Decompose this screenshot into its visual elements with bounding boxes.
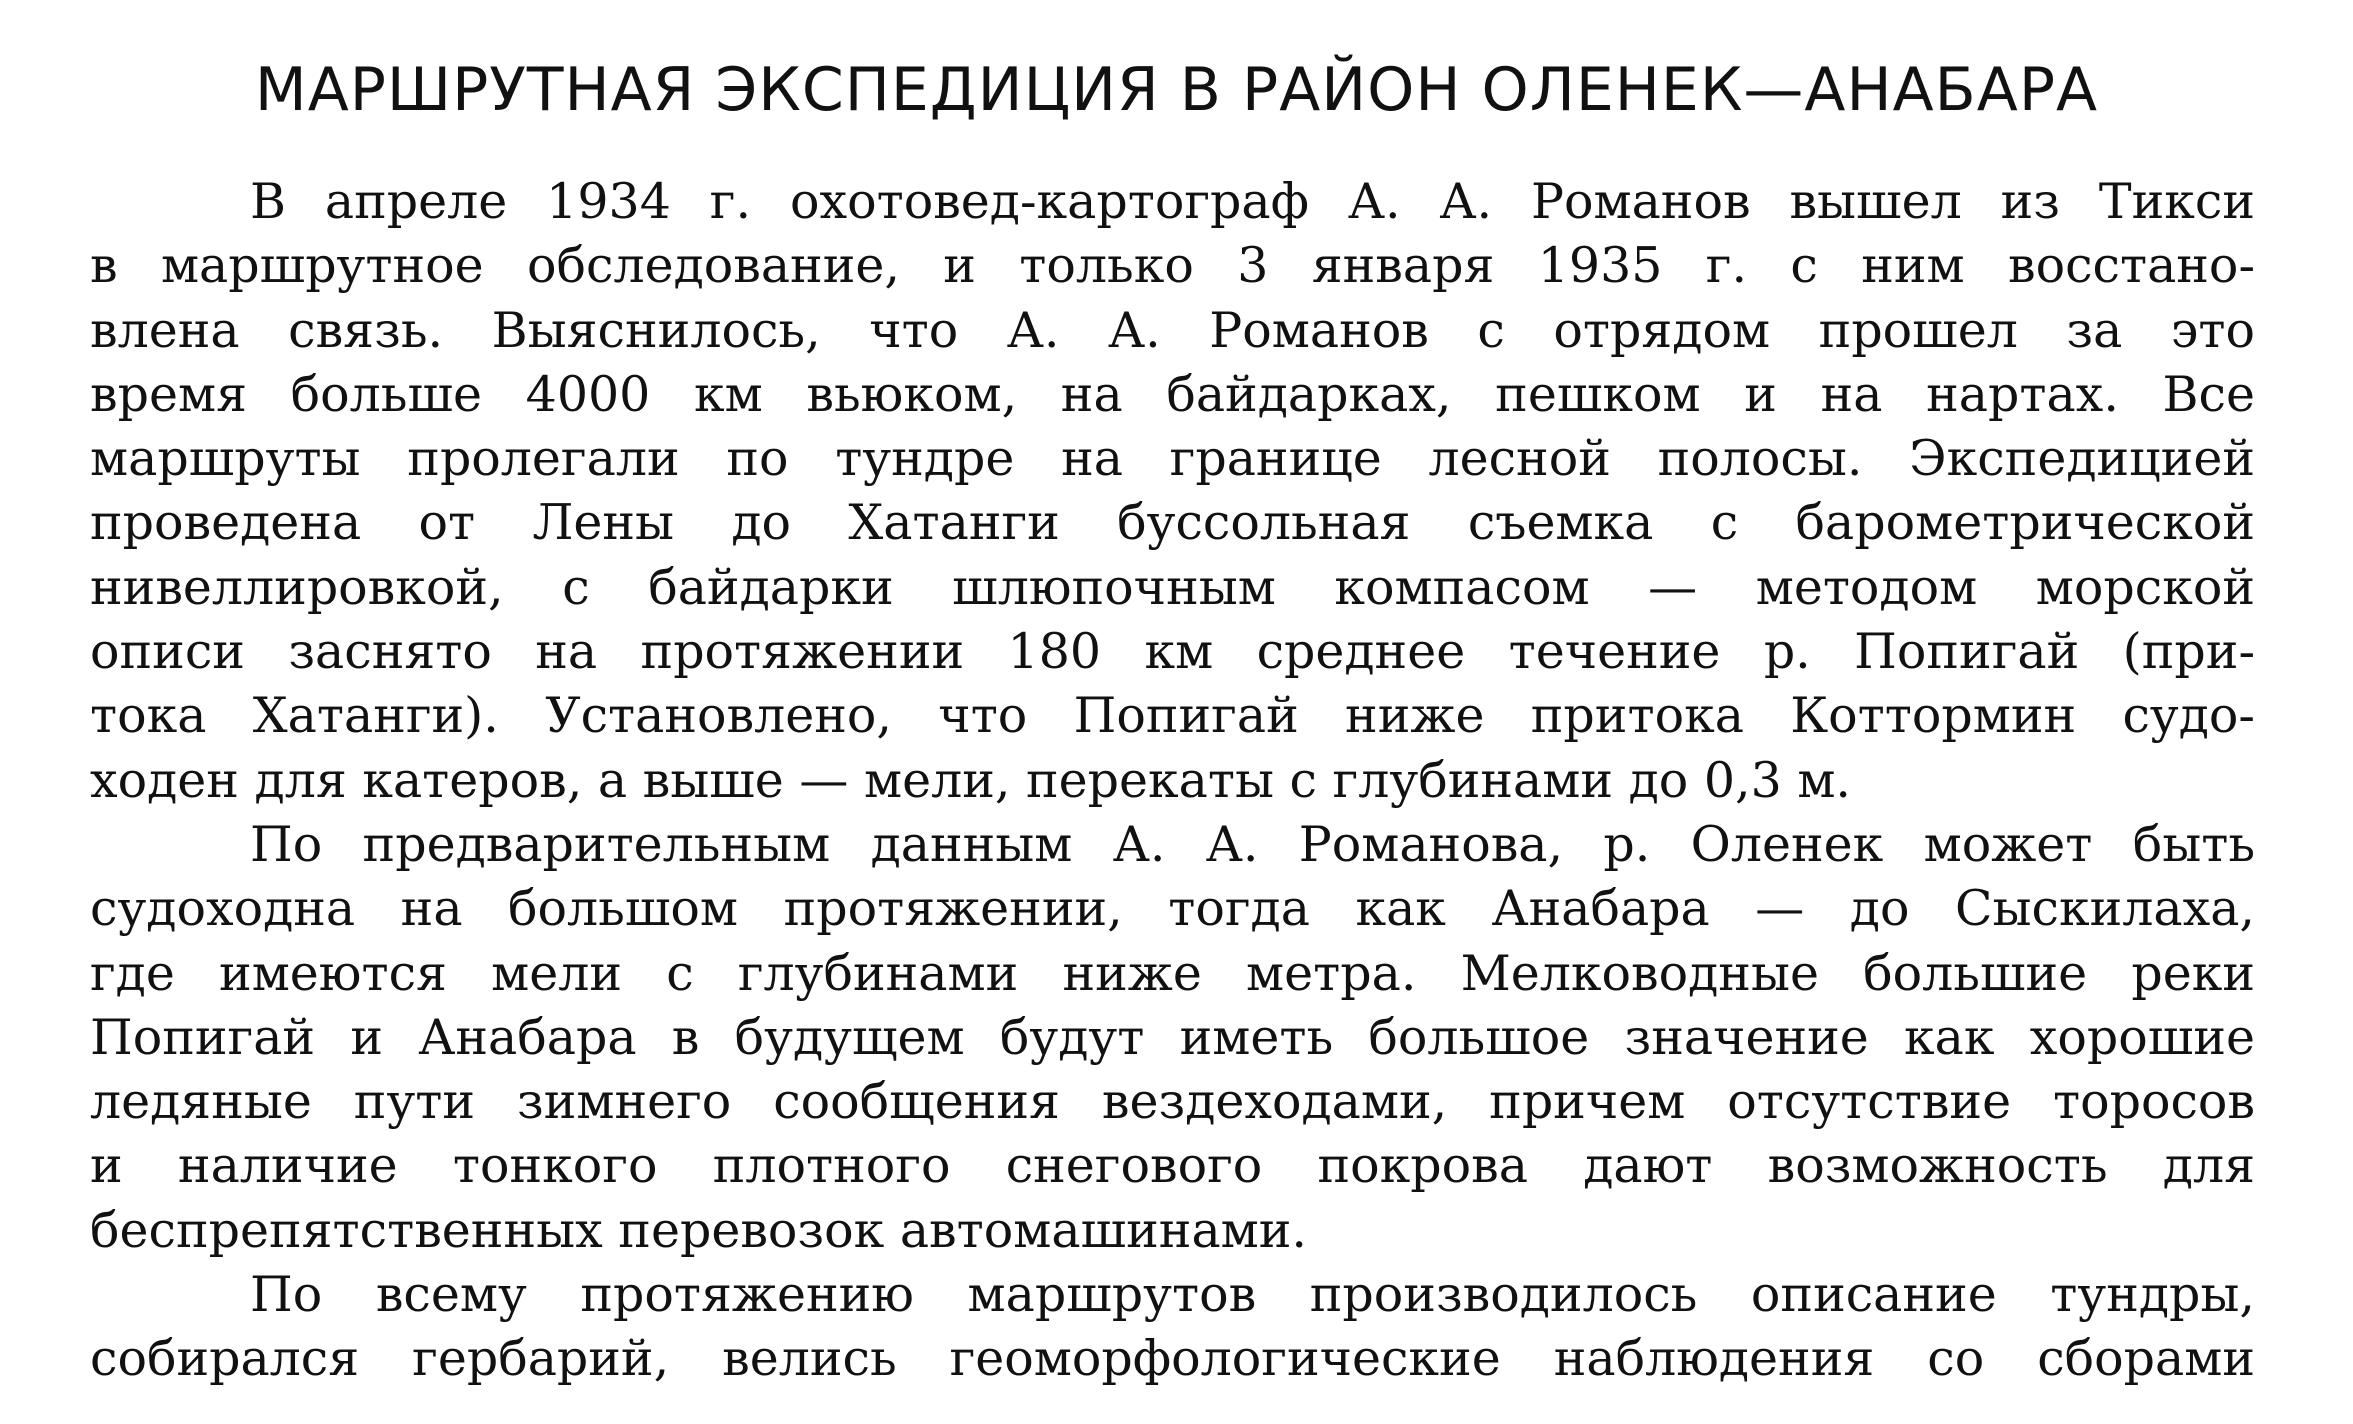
paragraph-2 xyxy=(90,813,2255,1263)
paragraph-3 xyxy=(90,1263,2255,1392)
text-line: Попигай и Анабара в будущем будут иметь большое значение как хорошие xyxy=(90,1008,2255,1066)
article-title: МАРШРУТНАЯ ЭКСПЕДИЦИЯ В РАЙОН ОЛЕНЕК—АНАБАРА xyxy=(254,55,2099,125)
text-line: По всему протяжению маршрутов производилось описание тундры, xyxy=(250,1266,2255,1324)
paragraph-1 xyxy=(90,170,2255,813)
text-line: В апреле 1934 г. охотовед-картограф А. А. Романов вышел из Тикси xyxy=(250,173,2255,230)
text-line: где имеются мели с глубинами ниже метра. Мелководные большие реки xyxy=(90,944,2255,1002)
text-line: По предварительным данным А. А. Романова, р. Оленек может быть xyxy=(250,815,2255,873)
text-line: судоходна на большом протяжении, тогда как Анабара — до Сыскилаха, xyxy=(90,880,2255,938)
text-line: ледяные пути зимнего сообщения вездеходами, причем отсутствие торосов xyxy=(90,1073,2255,1131)
text-line: проведена от Лены до Хатанги буссольная съемка с барометрической xyxy=(90,494,2255,552)
text-line: и наличие тонкого плотного снегового покрова дают возможность для xyxy=(90,1137,2255,1195)
text-line: тока Хатанги). Установлено, что Попигай ниже притока Коттормин судо- xyxy=(90,687,2255,745)
text-line: время больше 4000 км вьюком, на байдарках, пешком и на нартах. Все xyxy=(90,365,2255,423)
text-line: ходен для катеров, а выше — мели, перекаты с глубинами до 0,3 м. xyxy=(90,751,1852,809)
text-line: маршруты пролегали по тундре на границе лесной полосы. Экспедицией xyxy=(90,430,2255,488)
article-body xyxy=(90,170,2255,1392)
text-line: влена связь. Выяснилось, что А. А. Романов с отрядом прошел за это xyxy=(90,301,2255,359)
text-line: в маршрутное обследование, и только 3 января 1935 г. с ним восстано- xyxy=(90,237,2255,295)
text-line: собирался гербарий, велись геоморфологические наблюдения со сборами xyxy=(90,1330,2255,1388)
text-line: нивеллировкой, с байдарки шлюпочным компасом — методом морской xyxy=(90,558,2255,616)
text-line: описи заснято на протяжении 180 км среднее течение р. Попигай (при- xyxy=(90,623,2255,681)
text-line: беспрепятственных перевозок автомашинами. xyxy=(90,1201,1308,1259)
